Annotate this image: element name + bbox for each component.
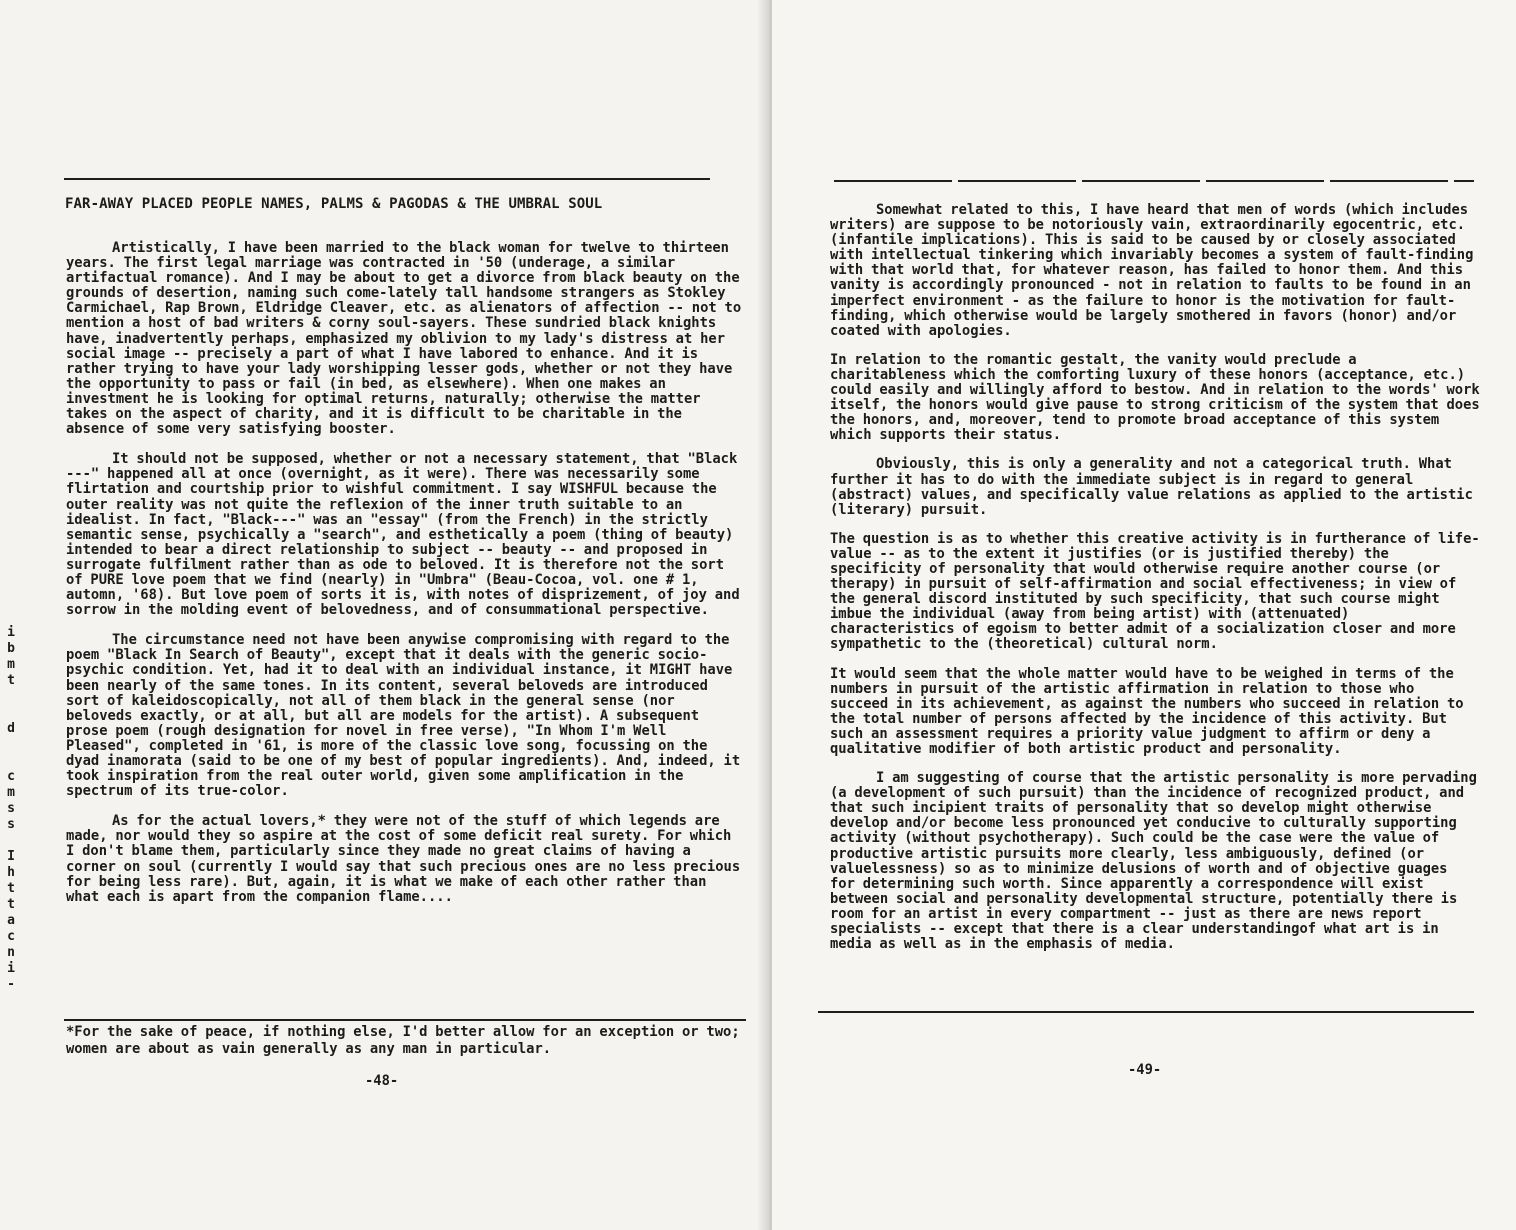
margin-letter: [2, 833, 20, 849]
footnote: *For the sake of peace, if nothing else, I'd better allow for an exception or two; women are about as vain generally as any man in particular.: [66, 1024, 740, 1057]
margin-letter: m: [7, 785, 15, 800]
margin-letter: h: [7, 865, 15, 880]
paragraph: It should not be supposed, whether or not a necessary statement, that "Black ---" happened all at once (overnight, as it were). There was necessarily some flirtation and courtship prior to wishful commitment. I say WISHFUL because the outer reality was not quite the reflexion of the inner truth suitable to an idealist. In fact, "Black---" was an "essay" (from the French) in the strictly semantic sense, psychically a "search", and esthetically a poem (thing of beauty) intended to bear a direct relationship to subject -- beauty -- and proposed in surrogate fulfilment rather than as ode to beloved. It is therefore not the sort of PURE love poem that we find (nearly) in "Umbra" (Beau-Cocoa, vol. one # 1, automn, '68). But love poem of sorts it is, with notes of disprizement, of joy and sorrow in the molding event of belovedness, and of consummational perspective.: [66, 451, 740, 619]
paragraph: In relation to the romantic gestalt, the vanity would preclude a charitableness which the comforting luxury of these honors (acceptance, etc.) could easily and willingly afford to bestow. And in relation to the words' work itself, the honors would give pause to strong criticism of the system that does the honors, and, moreover, tend to promote broad acceptance of this system which supports their status.: [830, 351, 1480, 444]
top-rule-segmented: [834, 180, 1474, 182]
margin-letter: i: [7, 961, 15, 976]
margin-letter: t: [7, 673, 15, 688]
margin-letter: t: [7, 881, 15, 896]
footnote-rule: [64, 1019, 746, 1021]
paragraph: The question is as to whether this creative activity is in furtherance of life-value -- as to the extent it justifies (or is justified thereby) the specificity of personality that would otherwise require another course (or therapy) in pursuit of self-affirmation and social effectiveness; in view of the general discord instituted by such specificity, that such course might imbue the individual (away from being artist) with (attenuated) characteristics of egoism to better admit of a socialization closer and more sympathetic to the (theoretical) cultural norm.: [830, 530, 1480, 653]
paragraph: Obviously, this is only a generality and not a categorical truth. What further it has to do with the immediate subject is in regard to general (abstract) values, and specifically value relations as applied to the artistic (literary) pursuit.: [830, 456, 1473, 518]
paragraph: The circumstance need not have been anywise compromising with regard to the poem "Black In Search of Beauty", except that it deals with the generic socio-psychic condition. Yet, had it to deal with an individual instance, it MIGHT have been nearly of the same tones. In its content, several beloveds are introduced sort of kaleidoscopically, not all of them black in the general sense (nor beloveds exactly, or at all, but all are models for the artist). A subsequent prose poem (rough designation for novel in free verse), "In Whom I'm Well Pleased", completed in '61, is more of the classic love song, focussing on the dyad inamorata (said to be one of my best of popular ingredients). And, indeed, it took inspiration from the real outer world, given some amplification in the spectrum of its true-color.: [66, 632, 741, 800]
margin-letter: s: [7, 801, 15, 816]
margin-letter: I: [7, 849, 15, 864]
margin-letter: [2, 705, 20, 721]
margin-letter: a: [7, 913, 15, 928]
margin-letter: [2, 737, 20, 753]
top-rule: [64, 178, 710, 180]
margin-letter: i: [7, 625, 15, 640]
article-title: FAR-AWAY PLACED PEOPLE NAMES, PALMS & PAGODAS & THE UMBRAL SOUL: [65, 196, 603, 212]
right-page: [772, 0, 1516, 1230]
left-body-column: [66, 241, 746, 920]
margin-letter: s: [7, 817, 15, 832]
margin-letter: t: [7, 897, 15, 912]
margin-letter: d: [7, 721, 15, 736]
page-number: -49-: [1128, 1062, 1162, 1078]
paragraph: As for the actual lovers,* they were not of the stuff of which legends are made, nor would they so aspire at the cost of some deficit real surety. For which I don't blame them, particularly since they made no great claims of having a corner on soul (currently I would say that such precious ones are no less precious for being less rare). But, again, it is what we make of each other rather than what each is apart from the companion flame....: [66, 813, 741, 905]
paragraph: Somewhat related to this, I have heard that men of words (which includes writers) are suppose to be notoriously vain, extraordinarily egocentric, etc. (infantile implications). This is said to be caused by or closely associated with intellectual tinkering which invariably becomes a system of fault-finding with that world that, for whatever reason, has failed to honor them. And this vanity is accordingly pronounced - not in relation to faults to be found in an imperfect environment - as the failure to honor is the motivation for fault-finding, which otherwise would be largely smothered in favors (honor) and/or coated with apologies.: [830, 202, 1474, 339]
margin-letter: c: [7, 769, 15, 784]
margin-letter: [2, 689, 20, 705]
footnote-area: [66, 1024, 756, 1058]
paragraph: I am suggesting of course that the artistic personality is more pervading (a development of such pursuit) than the incidence of recognized product, and that such incipient traits of personality that so develop might otherwise develop and/or become less pronounced yet conducive to culturally supporting activity (without psychotherapy). Such could be the case were the value of productive artistic pursuits more clearly, less ambiguously, defined (or valuelessness) so as to minimize delusions of worth and of objective guages for determining such worth. Since apparently a correspondence will exist between social and personality developmental structure, potentially there is room for an artist in every compartment -- just as there are news report specialists -- except that there is a clear understandingof what art is in media as well as in the emphasis of media.: [830, 770, 1477, 953]
margin-letter: b: [7, 641, 15, 656]
page-number: -48-: [365, 1073, 399, 1089]
paragraph: Artistically, I have been married to the black woman for twelve to thirteen years. The first legal marriage was contracted in '50 (underage, a similar artifactual romance). And I may be about to get a divorce from black beauty on the grounds of desertion, naming such come-lately tall handsome strangers as Stokley Carmichael, Rap Brown, Eldridge Cleaver, etc. as alienators of affection -- not to mention a host of bad writers & corny soul-sayers. These sundried black knights have, inadvertently perhaps, emphasized my oblivion to my lady's distress at her social image -- precisely a part of what I have labored to enhance. And it is rather trying to have your lady worshipping lesser gods, whether or not they have the opportunity to pass or fail (in bed, as elsewhere). When one makes an investment he is looking for optimal returns, naturally; otherwise the matter takes on the aspect of charity, and it is difficult to be charitable in the absence of some very satisfying booster.: [66, 240, 742, 438]
margin-letter: [2, 753, 20, 769]
bottom-rule: [818, 1011, 1474, 1013]
paragraph: It would seem that the whole matter would have to be weighed in terms of the numbers in pursuit of the artistic affirmation in relation to those who succeed in its achievement, as against the numbers who succeed in relation to the total number of persons affected by the incidence of this activity. But such an assessment requires a priority value judgment to affirm or deny a qualitative modifier of both artistic product and personality.: [830, 665, 1464, 757]
margin-letter: n: [7, 945, 15, 960]
right-body-column: [830, 203, 1480, 966]
margin-letters: [2, 625, 20, 993]
margin-letter: -: [7, 977, 15, 992]
margin-letter: m: [7, 657, 15, 672]
margin-letter: c: [7, 929, 15, 944]
